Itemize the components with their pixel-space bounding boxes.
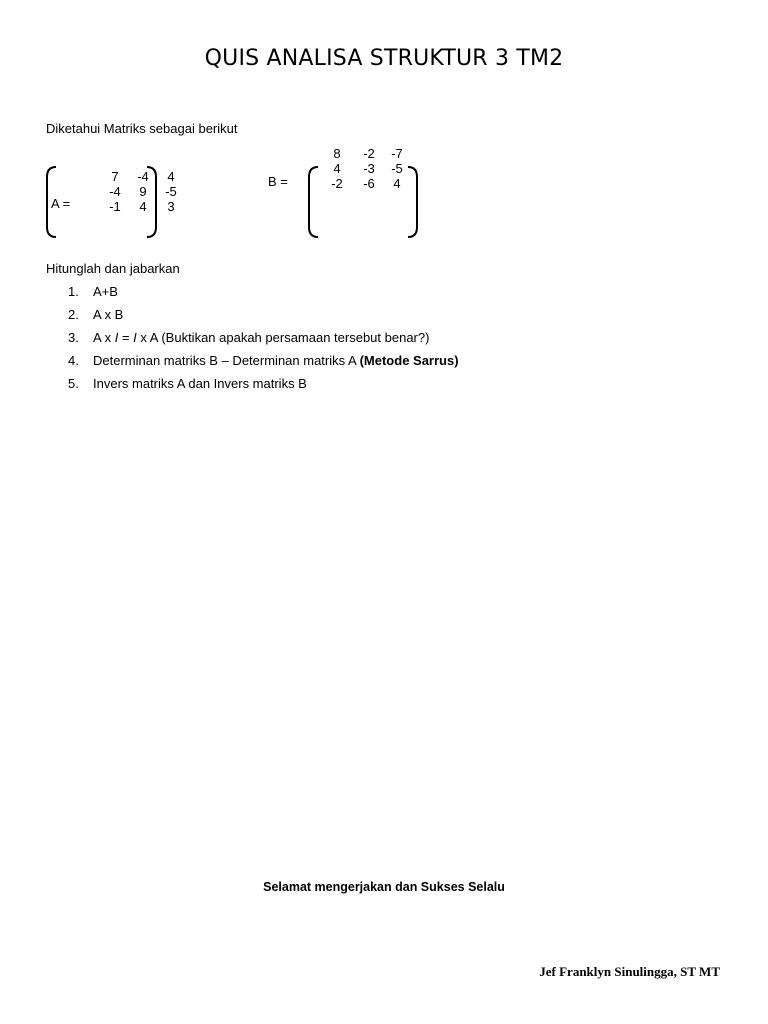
matrix-a-cell: -4 <box>109 184 121 199</box>
matrix-a-cell: -1 <box>109 199 121 214</box>
matrix-b-cell: -3 <box>363 161 375 176</box>
closing-message: Selamat mengerjakan dan Sukses Selalu <box>263 880 505 894</box>
matrix-b-cell: 8 <box>333 146 341 161</box>
matrix-b-cell: 4 <box>333 161 341 176</box>
matrix-b-cell: -5 <box>391 161 403 176</box>
task-text-post: x A (Buktikan apakah persamaan tersebut benar?) <box>136 330 430 345</box>
matrix-a-cell: -4 <box>137 169 149 184</box>
task-text: Invers matriks A dan Invers matriks B <box>93 376 307 391</box>
task-text: A x B <box>93 307 124 322</box>
identity-symbol: I <box>114 330 119 345</box>
matrix-a-cell: 4 <box>139 199 147 214</box>
task-text-pre: A x <box>93 330 115 345</box>
list-item <box>68 353 459 376</box>
task-text-mid: = <box>118 330 134 345</box>
matrix-a-label: A = <box>51 196 71 211</box>
list-number: 3. <box>68 330 79 345</box>
page-title: QUIS ANALISA STRUKTUR 3 TM2 <box>204 46 564 71</box>
task-method: (Metode Sarrus) <box>359 353 459 368</box>
matrix-a-left-bracket <box>42 165 60 239</box>
matrix-a-cell: 7 <box>111 169 119 184</box>
matrix-b-left-bracket <box>304 165 322 239</box>
list-number: 1. <box>68 284 79 299</box>
intro-text: Diketahui Matriks sebagai berikut <box>46 121 238 136</box>
list-item <box>68 284 459 307</box>
matrix-a-cell: 4 <box>167 169 175 184</box>
task-list <box>68 284 459 399</box>
list-number: 2. <box>68 307 79 322</box>
matrix-b-label: B = <box>268 174 288 189</box>
matrix-a-cell: -5 <box>165 184 177 199</box>
list-number: 4. <box>68 353 79 368</box>
matrix-a-cell: 9 <box>139 184 147 199</box>
task-intro: Hitunglah dan jabarkan <box>46 261 180 276</box>
task-text: A+B <box>93 284 118 299</box>
list-item <box>68 330 459 353</box>
matrix-b-cell: -2 <box>363 146 375 161</box>
list-item <box>68 307 459 330</box>
matrix-b-cell: -7 <box>391 146 403 161</box>
task-text: Determinan matriks B – Determinan matriks A <box>93 353 360 368</box>
list-number: 5. <box>68 376 79 391</box>
matrix-a-cell: 3 <box>167 199 175 214</box>
list-item <box>68 376 459 399</box>
matrix-b-cell: -6 <box>363 176 375 191</box>
matrix-b-cell: 4 <box>393 176 401 191</box>
matrix-b-cell: -2 <box>331 176 343 191</box>
author-name: Jef Franklyn Sinulingga, ST MT <box>539 964 720 979</box>
identity-symbol: I <box>133 330 137 345</box>
